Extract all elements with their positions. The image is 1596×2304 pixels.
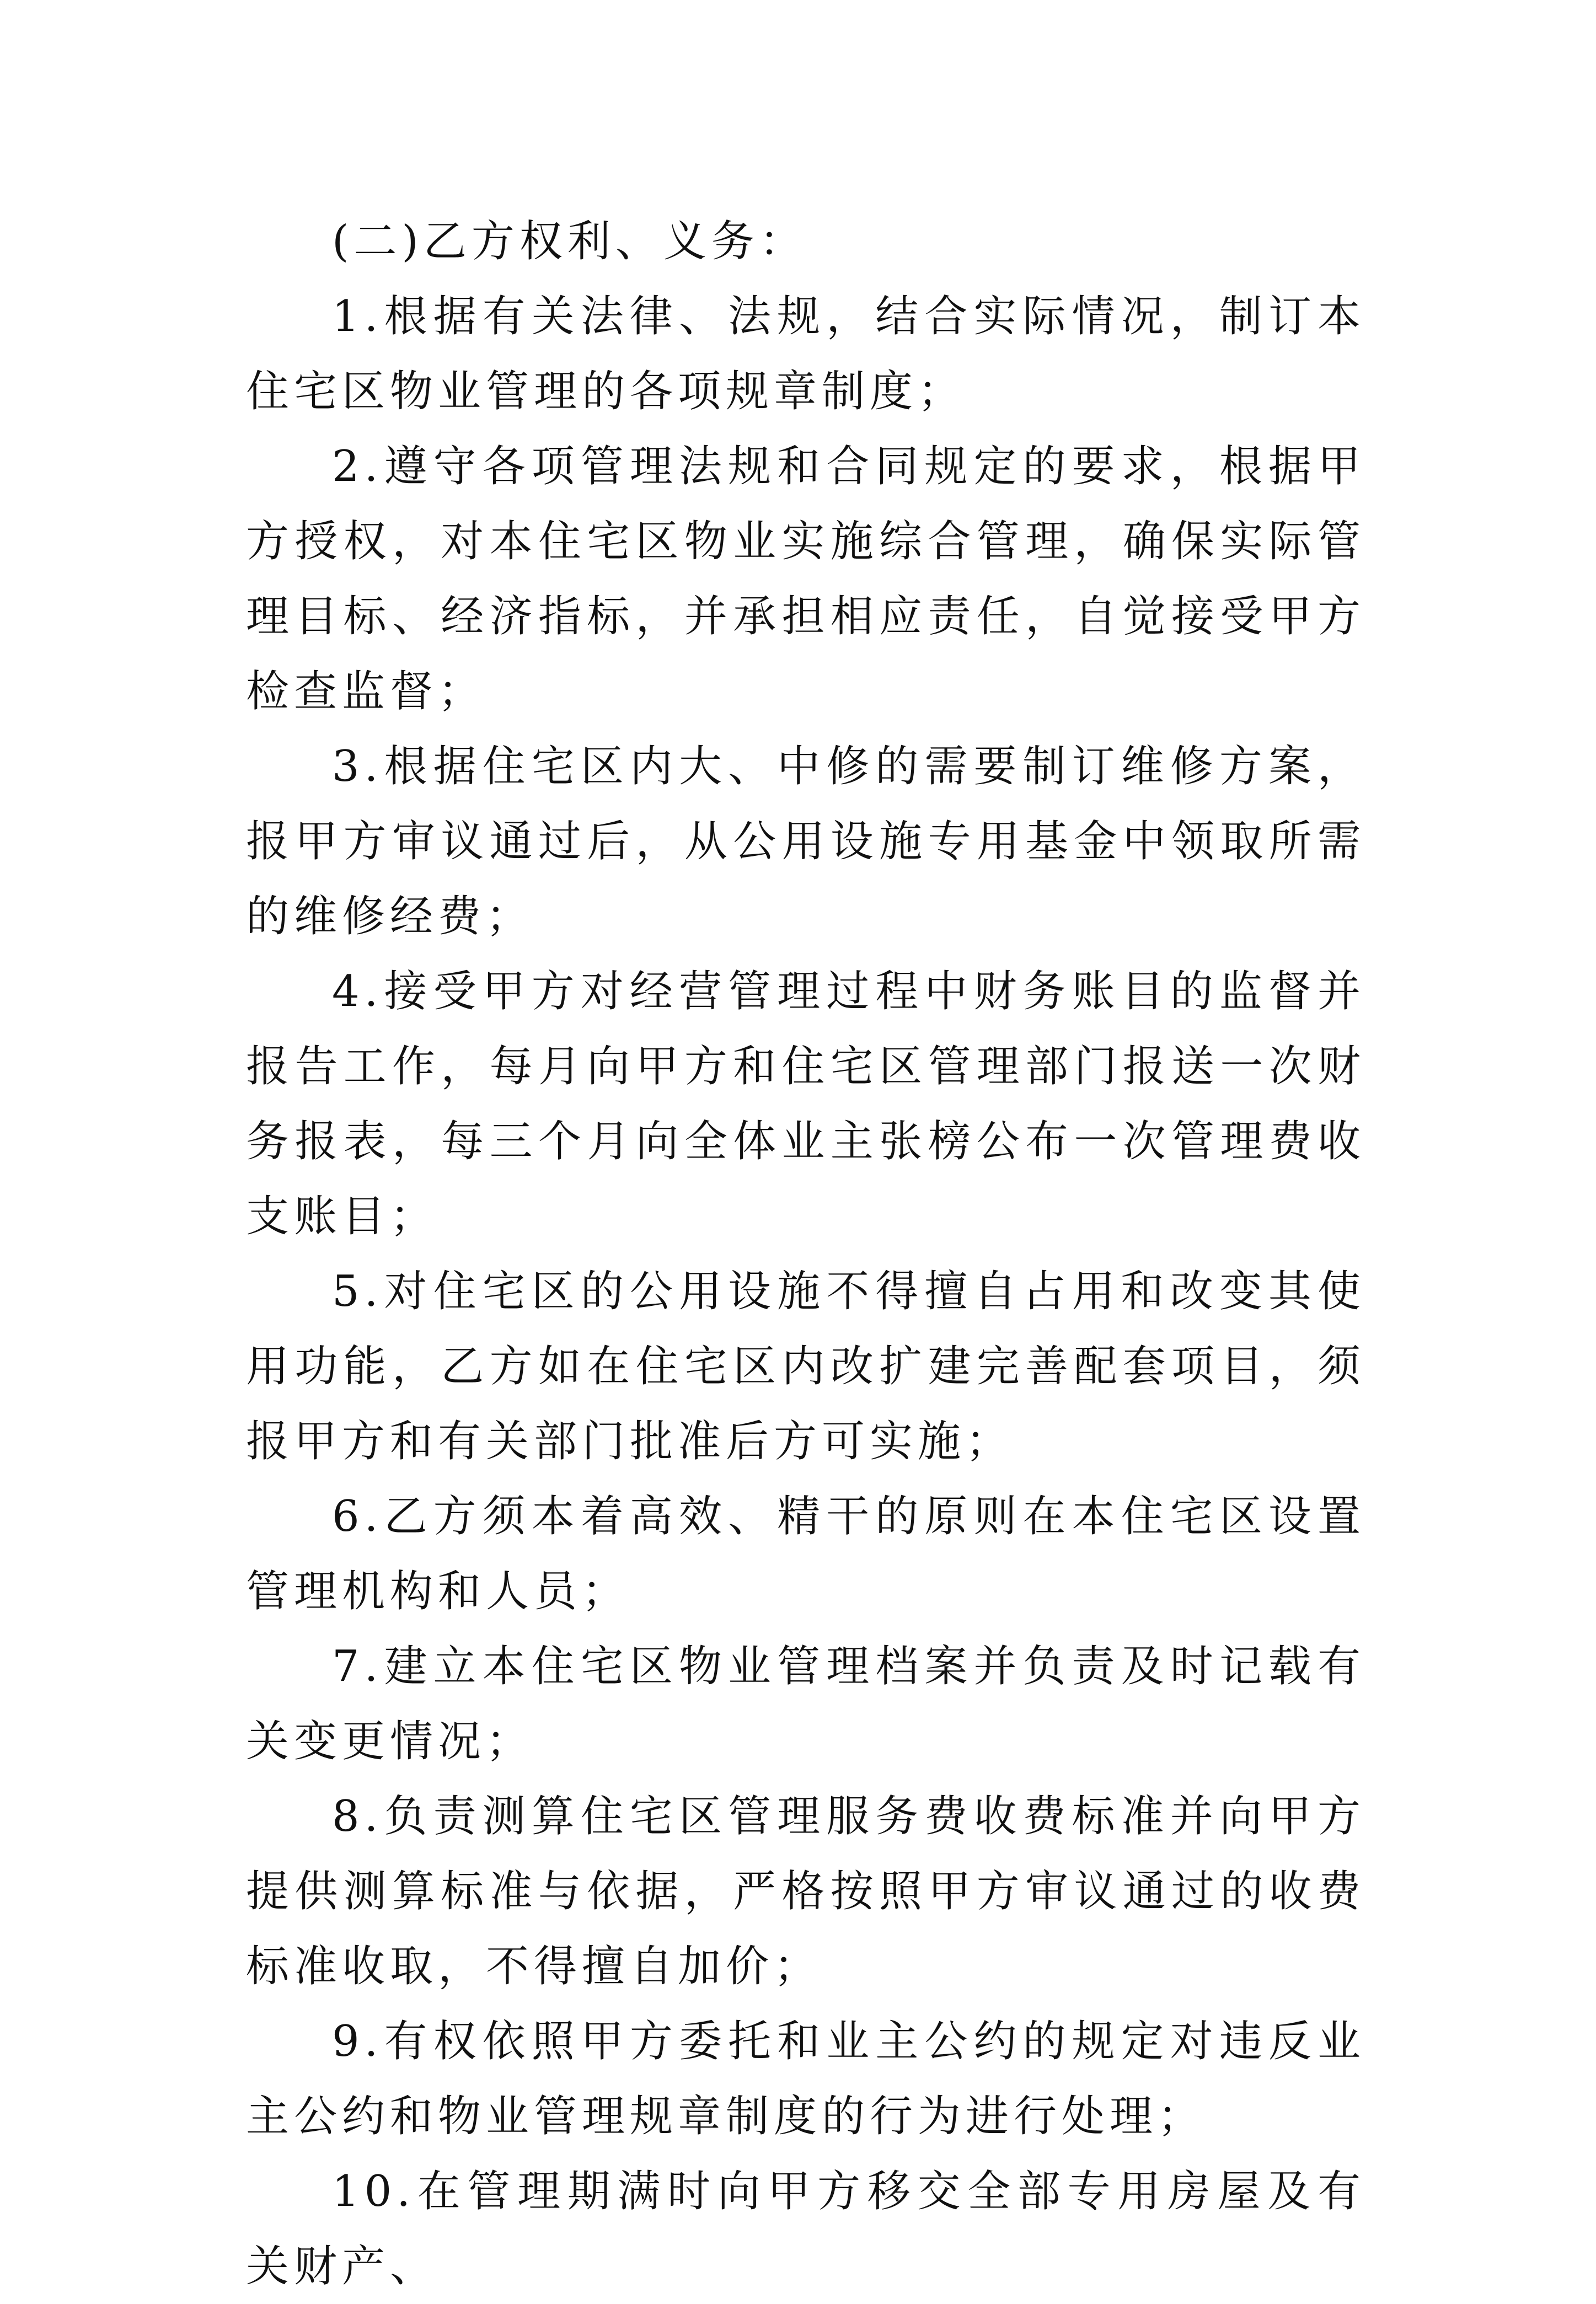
paragraph-8: 8.负责测算住宅区管理服务费收费标准并向甲方提供测算标准与依据，严格按照甲方审议通过的收费标准收取，不得擅自加价； — [246, 1792, 1365, 1991]
document-body — [246, 204, 1365, 2304]
paragraph-5: 5.对住宅区的公用设施不得擅自占用和改变其使用功能，乙方如在住宅区内改扩建完善配套项目，须报甲方和有关部门批准后方可实施； — [246, 1267, 1365, 1466]
section-heading: (二)乙方权利、义务： — [332, 217, 807, 266]
paragraph-6: 6.乙方须本着高效、精干的原则在本住宅区设置管理机构和人员； — [246, 1492, 1365, 1616]
paragraph-3: 3.根据住宅区内大、中修的需要制订维修方案，报甲方审议通过后，从公用设施专用基金中领取所需的维修经费； — [246, 742, 1365, 941]
paragraph-2: 2.遵守各项管理法规和合同规定的要求，根据甲方授权，对本住宅区物业实施综合管理，确保实际管理目标、经济指标，并承担相应责任，自觉接受甲方检查监督； — [246, 442, 1365, 716]
paragraph-10: 10.在管理期满时向甲方移交全部专用房屋及有关财产、 — [246, 2167, 1365, 2291]
paragraph-7: 7.建立本住宅区物业管理档案并负责及时记载有关变更情况； — [246, 1642, 1365, 1766]
paragraph-9: 9.有权依照甲方委托和业主公约的规定对违反业主公约和物业管理规章制度的行为进行处理； — [246, 2017, 1365, 2141]
paragraph-4: 4.接受甲方对经营管理过程中财务账目的监督并报告工作，每月向甲方和住宅区管理部门报送一次财务报表，每三个月向全体业主张榜公布一次管理费收支账目； — [246, 967, 1365, 1241]
paragraph-1: 1.根据有关法律、法规，结合实际情况，制订本住宅区物业管理的各项规章制度； — [246, 292, 1365, 416]
